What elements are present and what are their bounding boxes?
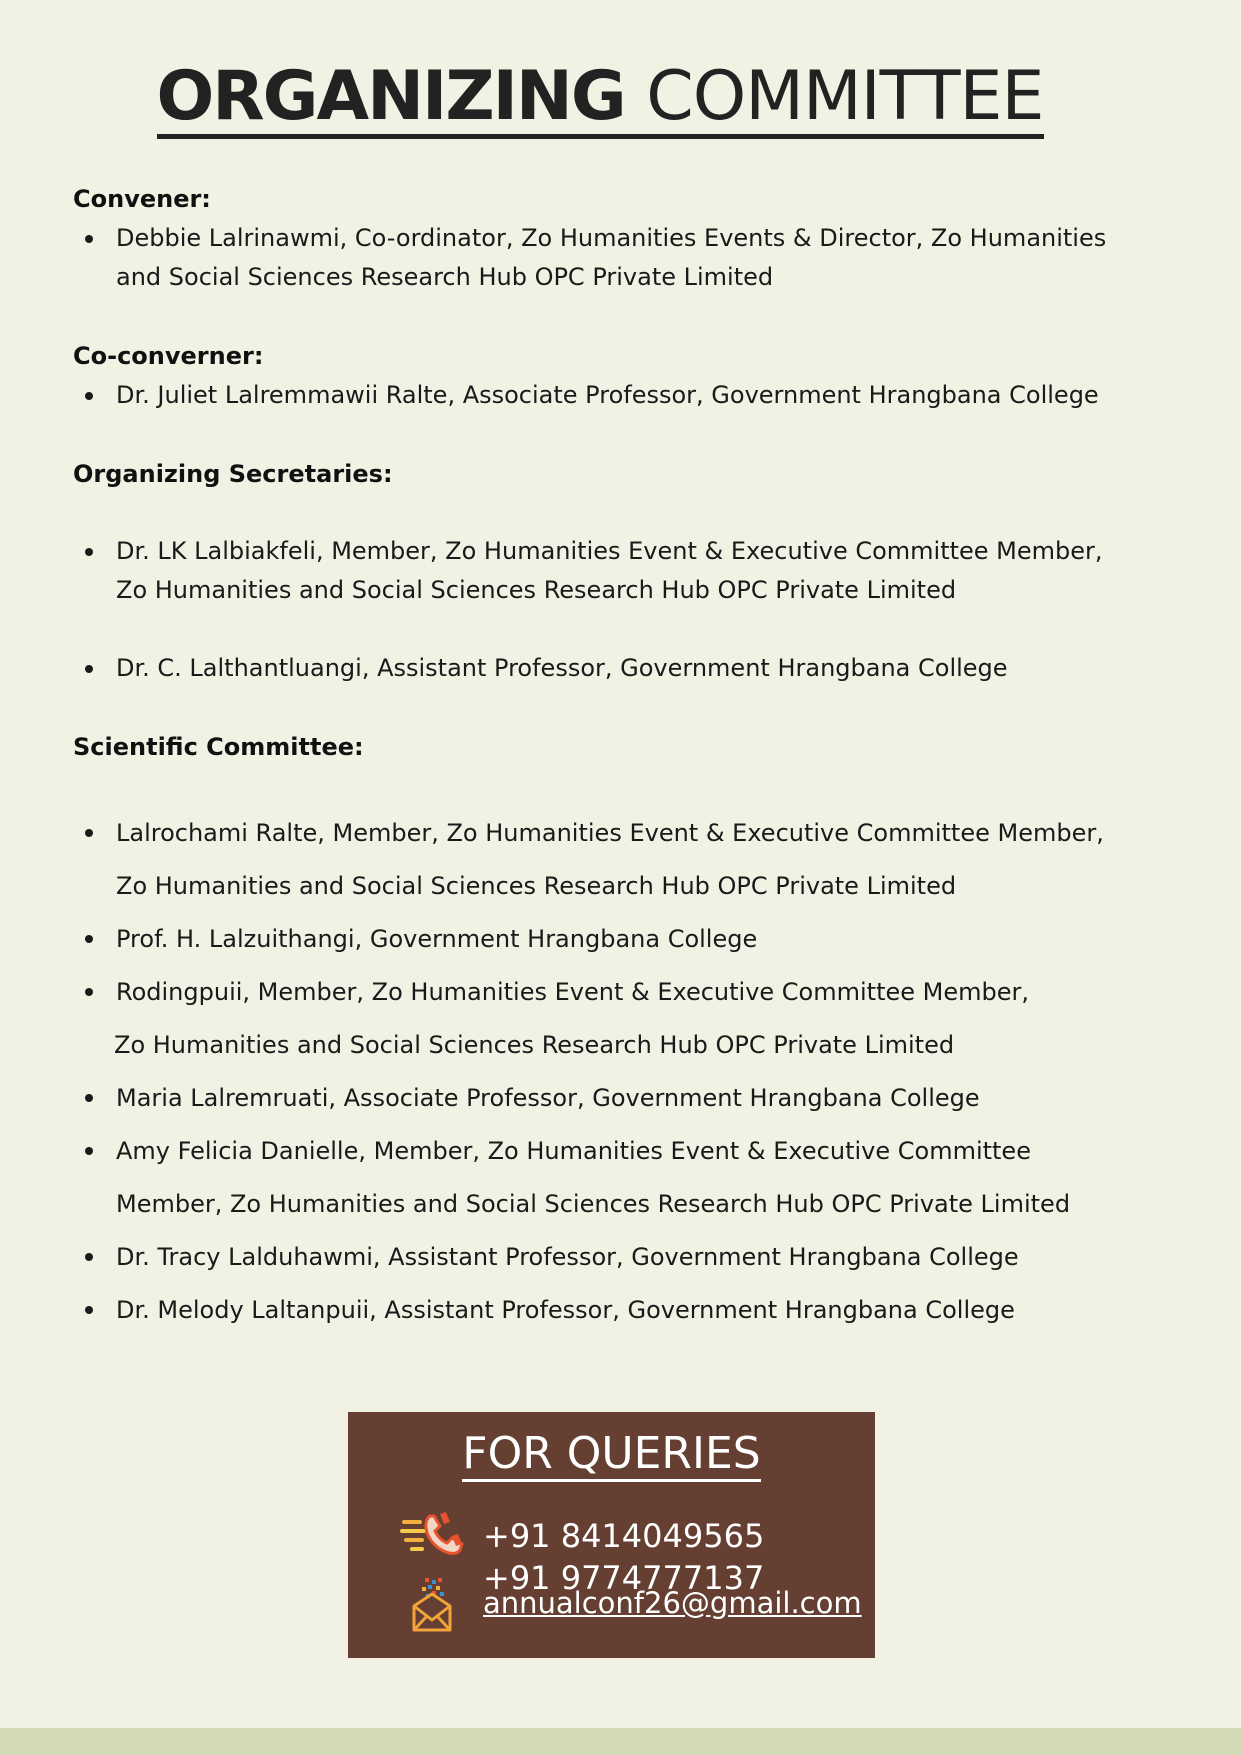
list-item: [116, 966, 1136, 1072]
mail-icon: [410, 1578, 454, 1632]
list-item-line: Rodingpuii, Member, Zo Humanities Event & Executive Committee Member,: [116, 978, 1029, 1006]
list-item-line: Zo Humanities and Social Sciences Research Hub OPC Private Limited: [116, 872, 957, 900]
title-bold-part: ORGANIZING: [156, 57, 625, 136]
list-item: Dr. C. Lalthantluangi, Assistant Professor, Government Hrangbana College: [116, 649, 1136, 688]
list-item: [116, 1284, 1136, 1337]
list-item: Dr. LK Lalbiakfeli, Member, Zo Humanities Event & Executive Committee Member, Zo Humanities and Social Sciences Research Hub OPC Private Limited: [116, 532, 1136, 610]
co-convener-heading: Co-converner:: [73, 342, 264, 370]
list-item: [116, 913, 1136, 966]
phone-number-1[interactable]: +91 8414049565: [483, 1517, 765, 1555]
queries-box: [348, 1412, 875, 1658]
footer-band: [0, 1728, 1241, 1755]
list-item-line: Zo Humanities and Social Sciences Research Hub OPC Private Limited: [114, 1031, 955, 1059]
list-item: Dr. Juliet Lalremmawii Ralte, Associate Professor, Government Hrangbana College: [116, 376, 1136, 415]
list-item: [116, 1125, 1136, 1231]
list-item-line: Lalrochami Ralte, Member, Zo Humanities Event & Executive Committee Member,: [116, 819, 1104, 847]
phone-icon: [400, 1508, 466, 1558]
list-item-line: Member, Zo Humanities and Social Sciences Research Hub OPC Private Limited: [116, 1190, 1071, 1218]
list-item-line: Dr. Melody Laltanpuii, Assistant Professor, Government Hrangbana College: [116, 1296, 1015, 1324]
list-item: [116, 1072, 1136, 1125]
email-link[interactable]: annualconf26@gmail.com: [483, 1586, 862, 1620]
list-item-line: Amy Felicia Danielle, Member, Zo Humanities Event & Executive Committee: [116, 1137, 1031, 1165]
queries-title-text: FOR QUERIES: [462, 1428, 760, 1482]
list-item: [116, 807, 1136, 913]
queries-title: [348, 1426, 875, 1482]
organizing-secretaries-heading: Organizing Secretaries:: [73, 460, 393, 488]
list-item-line: Prof. H. Lalzuithangi, Government Hrangbana College: [116, 925, 758, 953]
list-item-line: Dr. Tracy Lalduhawmi, Assistant Professor, Government Hrangbana College: [116, 1243, 1019, 1271]
page-title: [0, 54, 1200, 140]
list-item: [116, 1231, 1136, 1284]
list-item-line: Maria Lalremruati, Associate Professor, Government Hrangbana College: [116, 1084, 980, 1112]
title-light-part: COMMITTEE: [646, 57, 1044, 136]
phone-number-2[interactable]: +91 9774777137: [483, 1559, 765, 1597]
convener-heading: Convener:: [73, 185, 211, 213]
page-title-underlined: [156, 57, 1044, 139]
list-item: Debbie Lalrinawmi, Co-ordinator, Zo Humanities Events & Director, Zo Humanities and Social Sciences Research Hub OPC Private Limited: [116, 219, 1136, 297]
scientific-committee-heading: Scientific Committee:: [73, 733, 364, 761]
